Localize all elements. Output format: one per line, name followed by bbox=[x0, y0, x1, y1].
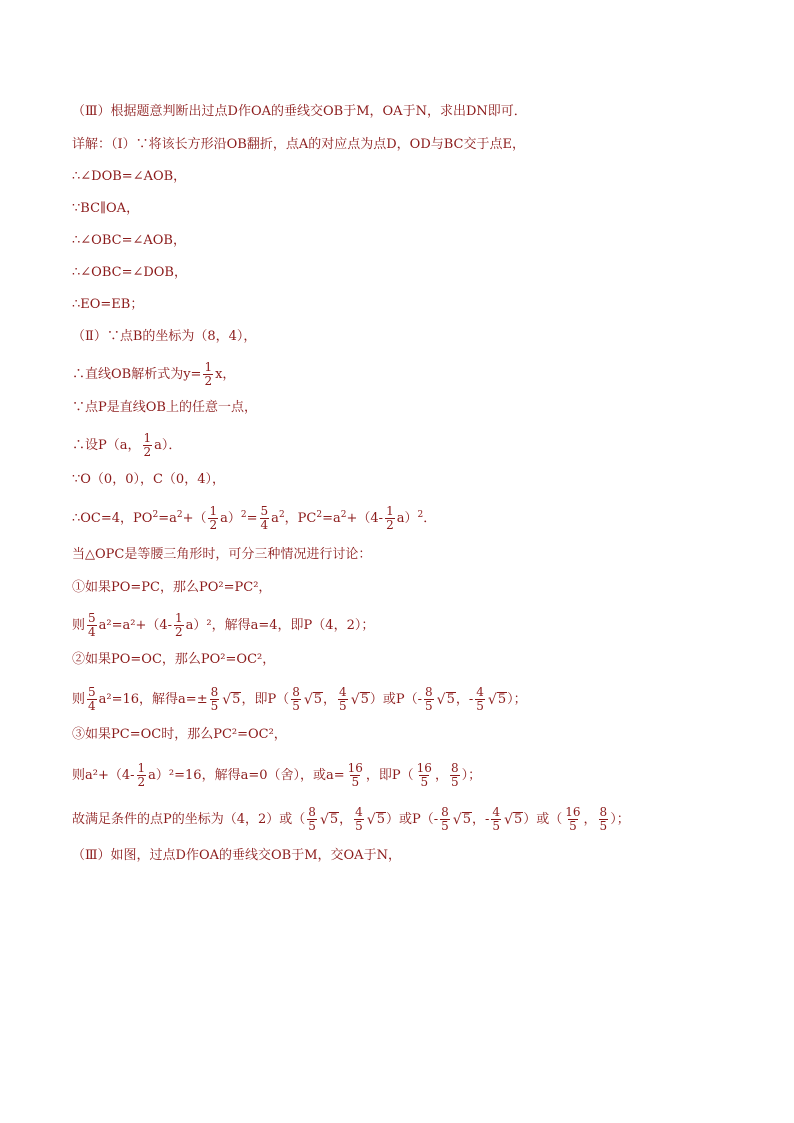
square-root: √ 5 bbox=[487, 691, 507, 708]
text-line-8: （Ⅱ）∵点B的坐标为（8，4）， bbox=[72, 329, 257, 344]
text-line-15: ①如果PO=PC，那么PO²=PC²， bbox=[72, 580, 272, 595]
text-line-7: ∴EO=EB； bbox=[72, 297, 144, 312]
square-root: √ 5 bbox=[436, 691, 455, 708]
square-root: √ 5 bbox=[222, 691, 241, 708]
fraction: $\frac{16}{5}$ bbox=[416, 761, 432, 789]
square-root: √ 5 bbox=[350, 691, 369, 708]
text-line-11: ∴设P（a， $\frac{1}{2}$ a）． bbox=[72, 431, 182, 459]
text-line-13: ∴OC=4，PO $^2$ =a $^2$ +（ $\frac{1}{2}$ a） $^2$ = $\frac{5}{4}$ a $^2$ ，PC $^2$ =a $^2$ +（4- $\frac{1}{2}$ a） $^2$ ． bbox=[72, 504, 437, 532]
fraction: $\frac{8}{5}$ bbox=[292, 685, 300, 713]
fraction: $\frac{5}{4}$ bbox=[88, 611, 96, 639]
fraction: $\frac{4}{5}$ bbox=[339, 685, 347, 713]
fraction: $\frac{5}{4}$ bbox=[88, 685, 96, 713]
text-line-4: ∵BC∥OA， bbox=[72, 201, 140, 216]
fraction: $\frac{1}{2}$ bbox=[175, 611, 183, 639]
text-line-10: ∵点P是直线OB上的任意一点， bbox=[72, 400, 257, 415]
text-line-17: ②如果PO=OC，那么PO²=OC²， bbox=[72, 652, 276, 667]
fraction: $\frac{8}{5}$ bbox=[450, 761, 459, 789]
fraction: $\frac{5}{4}$ bbox=[260, 504, 269, 532]
fraction: $\frac{4}{5}$ bbox=[355, 805, 363, 833]
square-root: √ 5 bbox=[366, 811, 385, 828]
text-line-22: （Ⅲ）如图，过点D作OA的垂线交OB于M，交OA于N， bbox=[72, 848, 401, 863]
fraction: $\frac{1}{2}$ bbox=[386, 504, 394, 532]
text-line-12: ∵O（0，0），C（0，4）， bbox=[72, 472, 225, 487]
square-root: √ 5 bbox=[452, 811, 471, 828]
fraction: $\frac{1}{2}$ bbox=[137, 761, 146, 789]
text-line-1: （Ⅲ）根据题意判断出过点D作OA的垂线交OB于M，OA于N，求出DN即可． bbox=[72, 104, 527, 119]
text-line-3: ∴∠DOB=∠AOB， bbox=[72, 169, 187, 184]
square-root: √ 5 bbox=[504, 811, 523, 828]
text-line-6: ∴∠OBC=∠DOB， bbox=[72, 265, 187, 280]
fraction: $\frac{8}{5}$ bbox=[308, 805, 316, 833]
text-line-9: ∴直线OB解析式为y= $\frac{1}{2}$ x， bbox=[72, 360, 236, 388]
text-line-16: 则 $\frac{5}{4}$ a²=a²+（4- $\frac{1}{2}$ a）²，解得a=4，即P（4，2）； bbox=[72, 611, 375, 639]
fraction: $\frac{8}{5}$ bbox=[441, 805, 449, 833]
text-line-2: 详解：（Ⅰ）∵将该长方形沿OB翻折，点A的对应点为点D，OD与BC交于点E， bbox=[72, 137, 525, 152]
fraction: $\frac{8}{5}$ bbox=[210, 685, 219, 713]
fraction: $\frac{1}{2}$ bbox=[143, 431, 152, 459]
fraction: $\frac{4}{5}$ bbox=[492, 805, 501, 833]
text-line-20: 则a²+（4- $\frac{1}{2}$ a）²=16，解得a=0（舍），或a= $\frac{16}{5}$ ，即P（ $\frac{16}{5}$ ， $\frac{8}{5}$ ）； bbox=[72, 761, 482, 789]
fraction: $\frac{16}{5}$ bbox=[347, 761, 363, 789]
fraction: $\frac{8}{5}$ bbox=[425, 685, 433, 713]
text-line-21: 故满足条件的点P的坐标为（4，2）或（ $\frac{8}{5}$ √ 5 ， $\frac{4}{5}$ √ 5 ）或P（- $\frac{8}{5}$ √ 5 ，- $\frac{4}{5}$ √ 5 ）或（ $\frac{16}{5}$ ， $\frac{8}{5}$ ）； bbox=[72, 805, 630, 833]
text-line-19: ③如果PC=OC时，那么PC²=OC²， bbox=[72, 727, 287, 742]
square-root: √ 5 bbox=[303, 691, 323, 708]
fraction: $\frac{8}{5}$ bbox=[599, 805, 608, 833]
fraction: $\frac{4}{5}$ bbox=[476, 685, 484, 713]
text-line-18: 则 $\frac{5}{4}$ a²=16，解得a=± $\frac{8}{5}$ √ 5 ，即P（ $\frac{8}{5}$ √ 5 ， $\frac{4}{5}$ √ 5 ）或P（- $\frac{8}{5}$ √ 5 ，- $\frac{4}{5}$ √ 5 ）； bbox=[72, 685, 527, 713]
fraction: $\frac{16}{5}$ bbox=[565, 805, 581, 833]
text-line-5: ∴∠OBC=∠AOB， bbox=[72, 233, 186, 248]
square-root: √ 5 bbox=[319, 811, 339, 828]
fraction: $\frac{1}{2}$ bbox=[204, 360, 213, 388]
text-line-14: 当△OPC是等腰三角形时，可分三种情况进行讨论： bbox=[72, 547, 372, 562]
fraction: $\frac{1}{2}$ bbox=[209, 504, 218, 532]
